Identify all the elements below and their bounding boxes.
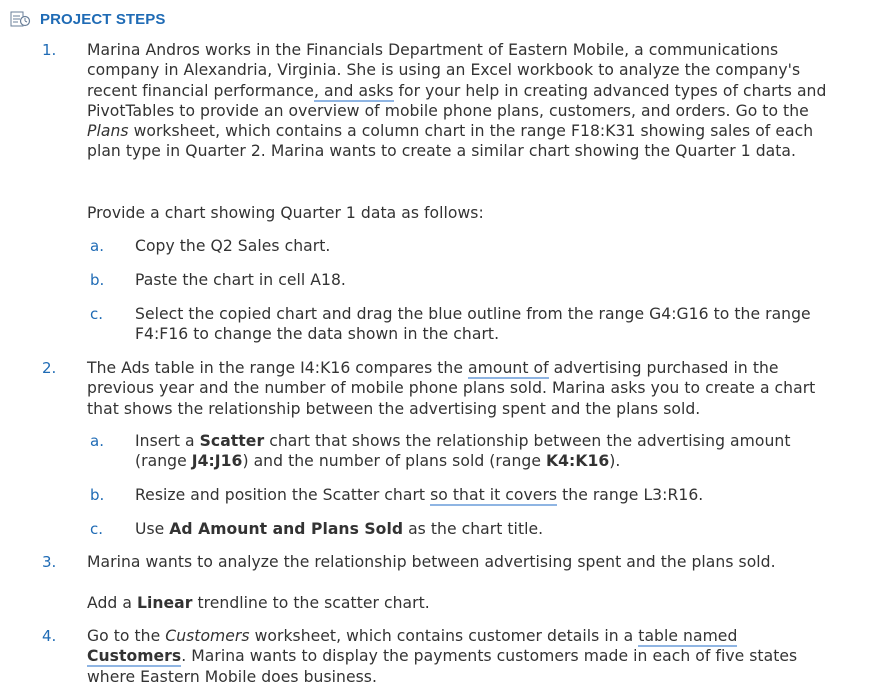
step-1-instruction: Provide a chart showing Quarter 1 data as follows: bbox=[87, 204, 484, 222]
step-number: 4. bbox=[42, 627, 57, 645]
substep-text: Insert a Scatter chart that shows the relationship between the advertising amount (range J4:J16) and the number of plans sold (range K4:K16). bbox=[135, 432, 791, 471]
page-title: PROJECT STEPS bbox=[40, 10, 166, 28]
substep-text: Select the copied chart and drag the blue outline from the range G4:G16 to the range F4:F16 to change the data shown in the chart. bbox=[135, 305, 811, 344]
grammar-underline[interactable]: Customers bbox=[87, 647, 182, 666]
substep-text: Copy the Q2 Sales chart. bbox=[135, 237, 331, 255]
substep-letter: b. bbox=[90, 271, 105, 289]
grammar-underline[interactable]: table named bbox=[638, 627, 738, 645]
substep-letter: c. bbox=[90, 520, 104, 538]
step-number: 3. bbox=[42, 553, 57, 571]
step-number: 2. bbox=[42, 359, 57, 377]
substep-letter: b. bbox=[90, 486, 105, 504]
step-3-instruction: Add a Linear trendline to the scatter chart. bbox=[87, 594, 430, 612]
step-1-text: Marina Andros works in the Financials Department of Eastern Mobile, a communications company in Alexandria, Virginia. She is using an Excel workbook to analyze the company's recent financial performance, and asks for your help in creating advanced types of charts and PivotTables to provide an overview of mobile phone plans, customers, and orders. Go to the Plans worksheet, which contains a column chart in the range F18:K31 showing sales of each plan type in Quarter 2. Marina wants to create a similar chart showing the Quarter 1 data. bbox=[87, 41, 827, 161]
project-steps-icon bbox=[10, 10, 32, 28]
step-number: 1. bbox=[42, 41, 57, 59]
section-header bbox=[10, 9, 166, 29]
step-2-text: The Ads table in the range I4:K16 compares the amount of advertising purchased in the previous year and the number of mobile phone plans sold. Marina asks you to create a chart that shows the relationship between the advertising spent and the plans sold. bbox=[87, 359, 816, 418]
grammar-underline[interactable]: amount of bbox=[468, 359, 549, 377]
substep-text: Paste the chart in cell A18. bbox=[135, 271, 346, 289]
substep-letter: c. bbox=[90, 305, 104, 323]
substep-text: Use Ad Amount and Plans Sold as the chart title. bbox=[135, 520, 544, 538]
substep-letter: a. bbox=[90, 432, 104, 450]
step-3-text: Marina wants to analyze the relationship between advertising spent and the plans sold. bbox=[87, 553, 776, 571]
grammar-underline[interactable]: so that it covers bbox=[430, 486, 558, 504]
step-4-text: Go to the Customers worksheet, which contains customer details in a table named Customers. Marina wants to display the payments customers made in each of five states where Eastern Mobile does business. bbox=[87, 627, 798, 686]
substep-text: Resize and position the Scatter chart so that it covers the range L3:R16. bbox=[135, 486, 704, 504]
substep-letter: a. bbox=[90, 237, 104, 255]
grammar-underline[interactable]: , and asks bbox=[313, 81, 394, 100]
